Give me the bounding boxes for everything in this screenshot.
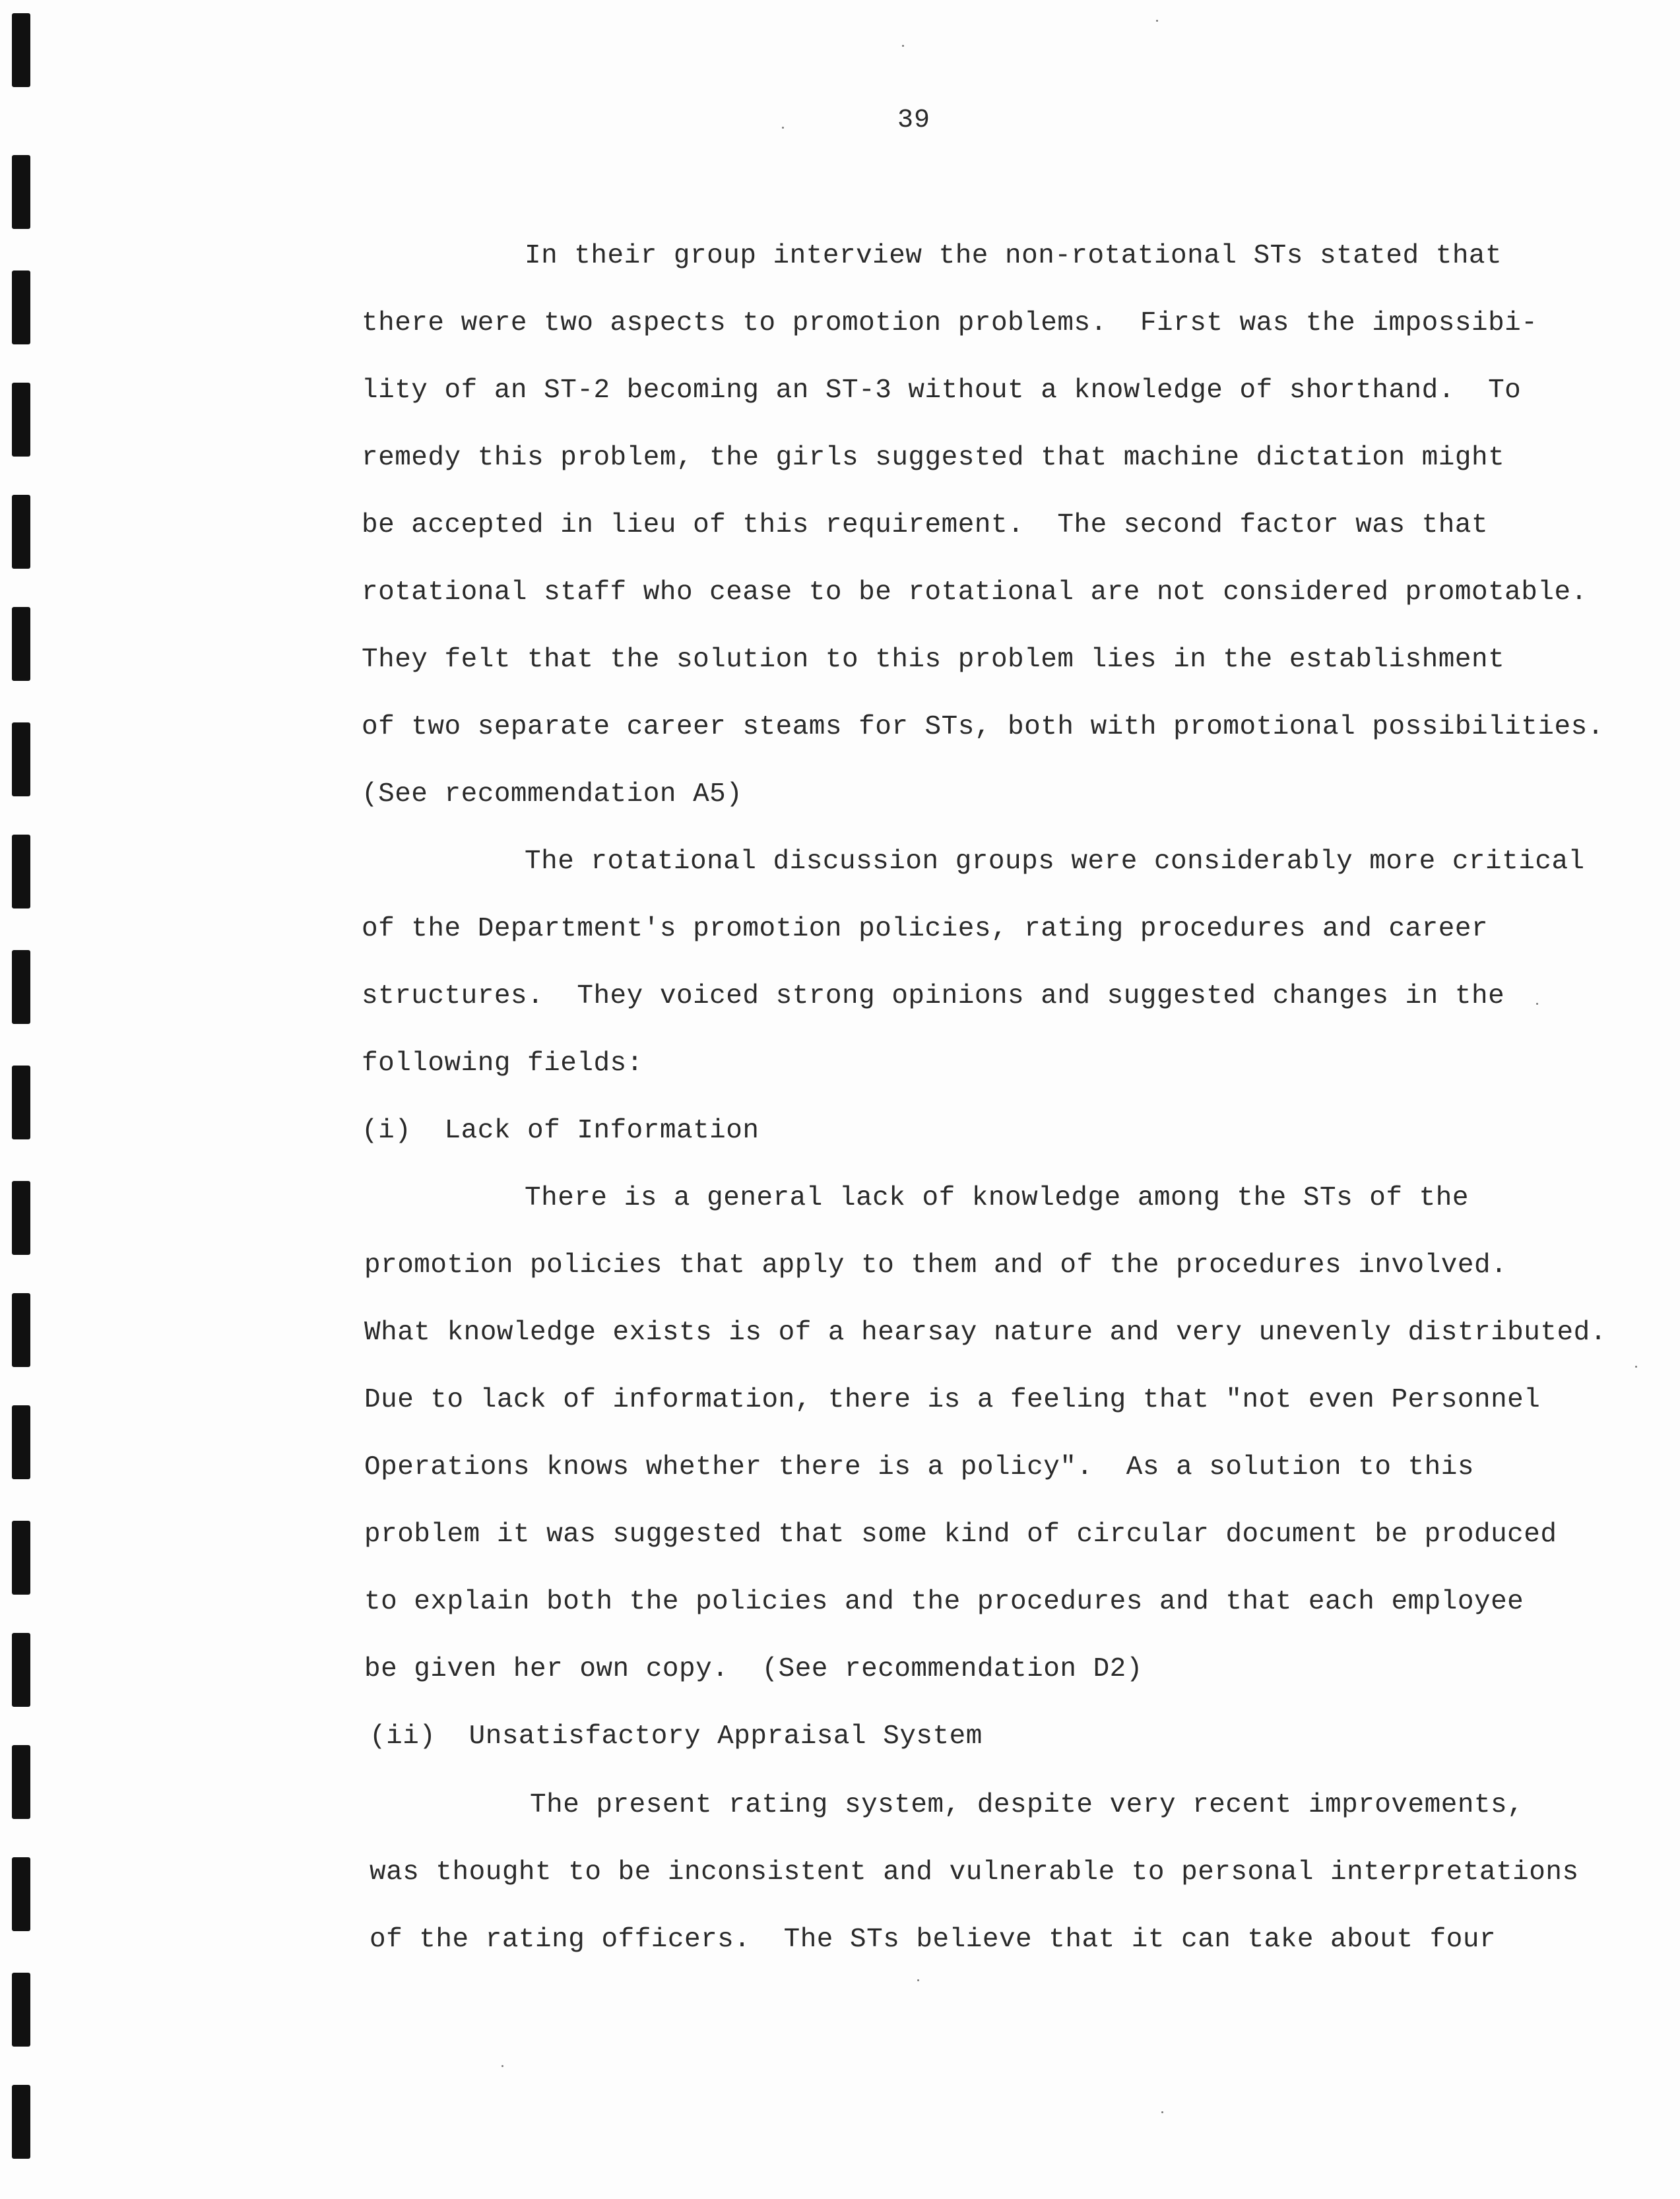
text-line: rotational staff who cease to be rotational are not considered promotable. bbox=[362, 577, 1588, 608]
binding-mark bbox=[12, 1521, 30, 1595]
text-line: remedy this problem, the girls suggested that machine dictation might bbox=[362, 443, 1505, 473]
binding-mark bbox=[12, 1181, 30, 1255]
text-line: problem it was suggested that some kind of circular document be produced bbox=[364, 1519, 1557, 1550]
text-line: There is a general lack of knowledge among the STs of the bbox=[525, 1183, 1469, 1213]
text-line: They felt that the solution to this problem lies in the establishment bbox=[362, 645, 1505, 675]
binding-mark bbox=[12, 495, 30, 569]
text-line: What knowledge exists is of a hearsay nature and very unevenly distributed. bbox=[364, 1318, 1607, 1348]
scan-speck bbox=[917, 1979, 919, 1981]
binding-mark bbox=[12, 271, 30, 344]
scan-speck bbox=[1156, 20, 1158, 22]
binding-mark bbox=[12, 1973, 30, 2047]
binding-mark bbox=[12, 1066, 30, 1139]
binding-mark bbox=[12, 835, 30, 908]
text-line: The rotational discussion groups were considerably more critical bbox=[525, 846, 1585, 877]
binding-mark bbox=[12, 1745, 30, 1819]
text-line: promotion policies that apply to them and of the procedures involved. bbox=[364, 1250, 1508, 1281]
scan-speck bbox=[1536, 1003, 1538, 1005]
binding-mark bbox=[12, 2085, 30, 2159]
binding-mark bbox=[12, 383, 30, 457]
binding-mark bbox=[12, 1293, 30, 1367]
binding-mark bbox=[12, 1633, 30, 1707]
binding-marks bbox=[12, 0, 38, 2199]
text-line: of the Department's promotion policies, rating procedures and career bbox=[362, 914, 1489, 944]
scan-speck bbox=[1161, 2111, 1163, 2113]
text-line: be given her own copy. (See recommendation D2) bbox=[364, 1654, 1143, 1684]
text-line: of two separate career steams for STs, both with promotional possibilities. bbox=[362, 712, 1604, 742]
scan-speck bbox=[501, 2065, 503, 2067]
text-line: structures. They voiced strong opinions and suggested changes in the bbox=[362, 981, 1505, 1011]
section-heading: (ii) Unsatisfactory Appraisal System bbox=[370, 1721, 983, 1752]
section-heading: (i) Lack of Information bbox=[362, 1116, 759, 1146]
text-line: of the rating officers. The STs believe that it can take about four bbox=[370, 1925, 1497, 1955]
binding-mark bbox=[12, 1857, 30, 1931]
binding-mark bbox=[12, 950, 30, 1024]
text-line: Operations knows whether there is a policy". As a solution to this bbox=[364, 1452, 1474, 1482]
binding-mark bbox=[12, 155, 30, 229]
binding-mark bbox=[12, 607, 30, 681]
binding-mark bbox=[12, 722, 30, 796]
text-line: to explain both the policies and the procedures and that each employee bbox=[364, 1587, 1524, 1617]
text-line: The present rating system, despite very recent improvements, bbox=[530, 1790, 1524, 1820]
text-line: lity of an ST-2 becoming an ST-3 without a knowledge of shorthand. To bbox=[362, 375, 1522, 406]
binding-mark bbox=[12, 13, 30, 87]
scan-speck bbox=[902, 45, 904, 47]
binding-mark bbox=[12, 1405, 30, 1479]
text-line: Due to lack of information, there is a feeling that "not even Personnel bbox=[364, 1385, 1541, 1415]
text-line: In their group interview the non-rotational STs stated that bbox=[525, 241, 1502, 271]
text-line: (See recommendation A5) bbox=[362, 779, 743, 810]
text-line: be accepted in lieu of this requirement. The second factor was that bbox=[362, 510, 1489, 540]
text-line: there were two aspects to promotion problems. First was the impossibi- bbox=[362, 308, 1538, 338]
scan-speck bbox=[782, 127, 784, 129]
text-line: following fields: bbox=[362, 1048, 643, 1079]
text-line: was thought to be inconsistent and vulnerable to personal interpretations bbox=[370, 1857, 1579, 1888]
scan-speck bbox=[1635, 1366, 1637, 1368]
page-number: 39 bbox=[897, 106, 931, 135]
